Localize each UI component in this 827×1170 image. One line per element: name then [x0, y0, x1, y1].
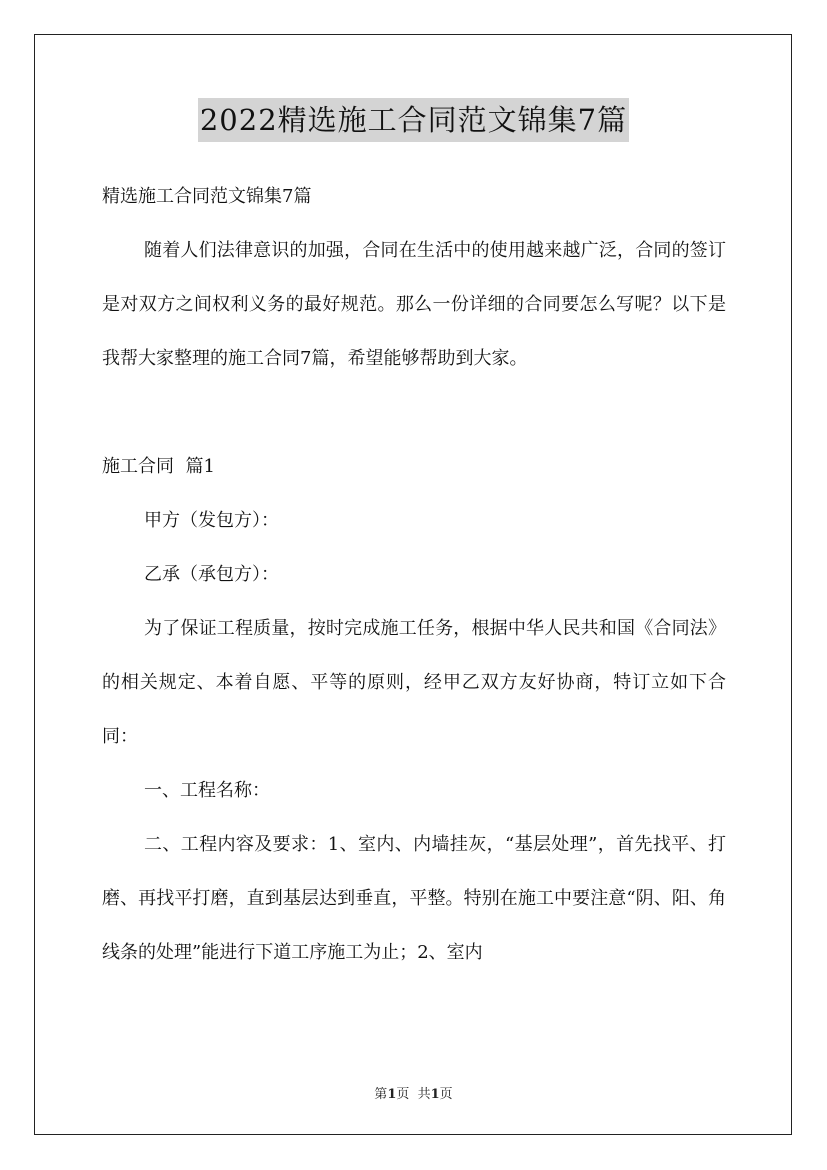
page-footer — [0, 1083, 827, 1102]
spacer — [102, 386, 726, 440]
item-project-name: 一、工程名称： — [144, 780, 270, 801]
purpose-paragraph: 为了保证工程质量，按时完成施工任务，根据中华人民共和国《合同法》的相关规定、本着自愿、平等的原则，经甲乙双方友好协商，特订立如下合同： — [102, 618, 726, 747]
footer-page-total: 1 — [430, 1087, 440, 1102]
footer-page-number: 1 — [387, 1087, 397, 1102]
section-heading: 施工合同 篇1 — [102, 456, 215, 477]
document-subtitle: 精选施工合同范文锦集7篇 — [102, 186, 312, 207]
document-body — [102, 170, 726, 980]
party-a-line: 甲方（发包方）： — [144, 510, 279, 531]
footer-mid: 页 共 — [396, 1087, 431, 1102]
footer-suffix: 页 — [439, 1087, 453, 1102]
document-title: 2022精选施工合同范文锦集7篇 — [198, 98, 629, 142]
item-project-content: 二、工程内容及要求：1、室内、内墙挂灰，“基层处理”，首先找平、打磨、再找平打磨，直到基层达到垂直，平整。特别在施工中要注意“阴、阳、角线条的处理”能进行下道工序施工为止；2、室内 — [102, 834, 726, 963]
footer-prefix: 第 — [374, 1087, 388, 1102]
intro-paragraph: 随着人们法律意识的加强，合同在生活中的使用越来越广泛，合同的签订是对双方之间权利义务的最好规范。那么一份详细的合同要怎么写呢？以下是我帮大家整理的施工合同7篇，希望能够帮助到大家。 — [102, 240, 726, 369]
party-b-line: 乙承（承包方）： — [144, 564, 279, 585]
title-container — [0, 98, 827, 142]
